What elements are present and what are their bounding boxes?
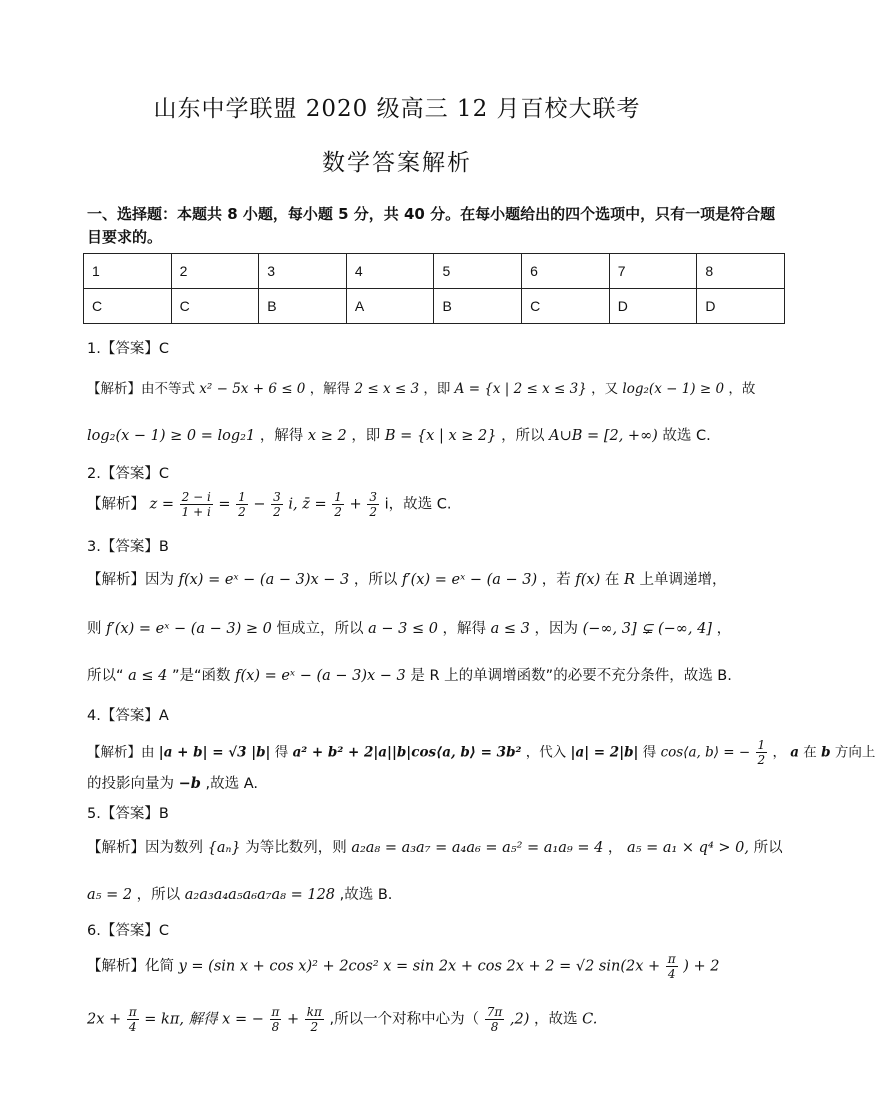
q3-line-2: [87, 617, 787, 638]
q3-line-3: [87, 664, 787, 685]
denominator: 2: [238, 505, 246, 519]
table-cell: C: [171, 289, 259, 324]
fraction: [270, 1005, 282, 1034]
formula: f(x) = eˣ − (a − 3)x − 3: [235, 668, 406, 684]
text: ，若: [541, 572, 571, 588]
text: 在: [803, 744, 817, 761]
text: ，解得: [309, 381, 351, 397]
formula: ) + 2: [683, 958, 720, 975]
table-cell: D: [697, 289, 785, 324]
formula: +: [349, 496, 362, 513]
text: 恒成立，所以: [276, 621, 364, 637]
denominator: 8: [490, 1020, 499, 1034]
text: ,所以一个对称中心为（: [329, 1011, 480, 1028]
formula: A∪B = [2, +∞): [549, 428, 658, 444]
text: 所以: [753, 840, 783, 856]
numerator: 1: [238, 490, 246, 504]
text: ，: [607, 840, 623, 856]
text: 是 R 上的单调增函数”的必要不充分条件，故选 B.: [410, 668, 732, 684]
text: 【解析】: [87, 496, 145, 513]
q4-line-2: [87, 772, 787, 793]
q1-line-2: [87, 424, 787, 445]
table-cell: 3: [259, 254, 347, 289]
formula: f′(x) = eˣ − (a − 3): [401, 572, 538, 588]
numerator: 2 − i: [181, 490, 211, 504]
q1-line-1: [87, 377, 787, 397]
q2-answer-heading: 2.【答案】C: [87, 466, 169, 482]
text: 【解析】化简: [87, 958, 174, 975]
text: ，所以: [136, 887, 181, 903]
formula: −: [253, 496, 266, 513]
fraction: [305, 1005, 324, 1034]
q5-answer-heading: 5.【答案】B: [87, 806, 169, 822]
table-cell: 1: [84, 254, 172, 289]
formula: log₂(x − 1) ≥ 0: [622, 381, 725, 397]
fraction: [367, 490, 379, 519]
formula: log₂(x − 1) ≥ 0 = log₂1: [87, 428, 256, 444]
formula: B = {x | x ≥ 2}: [384, 428, 497, 444]
formula: f(x) = eˣ − (a − 3)x − 3: [178, 572, 350, 588]
formula: a₂a₃a₄a₅a₆a₇a₈ = 128: [184, 887, 336, 903]
fraction: [236, 490, 248, 519]
text: ,故选 B.: [339, 887, 393, 903]
text: 故选 C.: [662, 428, 711, 444]
formula: a ≤ 3: [490, 621, 530, 637]
denominator: 2: [369, 505, 377, 519]
section-heading: 一、选择题：本题共 8 小题，每小题 5 分，共 40 分。在每小题给出的四个选项中，只有一项是符合题目要求的。: [87, 205, 776, 246]
text: ，解得: [442, 621, 487, 637]
formula: |a + b| = √3 |b|: [158, 744, 271, 761]
formula: 2x +: [87, 1011, 122, 1028]
numerator: kπ: [306, 1005, 322, 1019]
denominator: 8: [271, 1020, 280, 1034]
formula: i, z̄ =: [288, 496, 327, 513]
formula: x² − 5x + 6 ≤ 0: [199, 381, 306, 397]
text: ，: [716, 621, 732, 637]
table-cell: 2: [171, 254, 259, 289]
formula: (−∞, 3] ⊊ (−∞, 4]: [582, 621, 712, 637]
q6-line-2: [87, 1005, 787, 1034]
q5-line-1: [87, 836, 787, 857]
text: ，代入: [525, 744, 567, 761]
formula: +: [287, 1011, 300, 1028]
text: 在: [604, 572, 620, 588]
numerator: 3: [369, 490, 377, 504]
fraction: [756, 738, 768, 767]
text: ，即: [351, 428, 381, 444]
formula: b: [821, 744, 831, 761]
q6-answer-heading: 6.【答案】C: [87, 923, 169, 939]
text: 【解析】由: [87, 744, 155, 761]
formula: R: [623, 572, 635, 588]
fraction: [180, 490, 213, 519]
q3-answer-heading: 3.【答案】B: [87, 539, 169, 555]
formula: A = {x | 2 ≤ x ≤ 3}: [454, 381, 587, 397]
formula: |a| = 2|b|: [570, 744, 639, 761]
formula: a − 3 ≤ 0: [368, 621, 438, 637]
text: 【解析】由不等式: [87, 381, 195, 397]
numerator: π: [271, 1005, 280, 1019]
fraction: [127, 1005, 139, 1034]
denominator: 1 + i: [181, 505, 211, 519]
formula: a² + b² + 2|a||b|cos⟨a, b⟩ = 3b²: [292, 744, 522, 761]
table-cell: D: [609, 289, 697, 324]
text: 得: [642, 744, 657, 761]
formula: z =: [149, 496, 175, 513]
text: ，: [772, 744, 786, 761]
text: ，因为: [534, 621, 579, 637]
formula: = kπ, 解得 x = −: [144, 1011, 264, 1028]
formula: f(x): [575, 572, 601, 588]
q1-answer-heading: 1.【答案】C: [87, 341, 169, 357]
text: 得: [274, 744, 289, 761]
q2-line-1: [87, 490, 787, 519]
denominator: 4: [667, 967, 676, 981]
denominator: 4: [128, 1020, 137, 1034]
table-cell: 6: [522, 254, 610, 289]
q5-line-2: [87, 883, 787, 904]
fraction: [271, 490, 283, 519]
denominator: 2: [757, 753, 766, 767]
table-row-numbers: [84, 254, 785, 289]
table-cell: A: [346, 289, 434, 324]
table-cell: C: [84, 289, 172, 324]
table-cell: 8: [697, 254, 785, 289]
text: 上单调递增，: [639, 572, 727, 588]
text: ，解得: [259, 428, 304, 444]
fraction: [485, 1005, 505, 1034]
text: ，故: [728, 381, 756, 397]
answer-table: [83, 253, 785, 324]
text: 【解析】因为: [87, 572, 174, 588]
table-cell: C: [522, 289, 610, 324]
text: 所以“: [87, 668, 124, 684]
formula: 2 ≤ x ≤ 3: [354, 381, 420, 397]
numerator: π: [667, 952, 676, 966]
formula: a₅ = 2: [87, 887, 133, 903]
denominator: 2: [310, 1020, 319, 1034]
formula: a₂a₈ = a₃a₇ = a₄a₆ = a₅² = a₁a₉ = 4: [351, 840, 604, 856]
text: ，又: [591, 381, 619, 397]
text: 则: [87, 621, 102, 637]
formula: f′(x) = eˣ − (a − 3) ≥ 0: [106, 621, 272, 637]
fraction: [332, 490, 344, 519]
table-cell: B: [434, 289, 522, 324]
formula: x ≥ 2: [307, 428, 347, 444]
formula: a ≤ 4: [128, 668, 168, 684]
text: 的投影向量为: [87, 776, 174, 792]
denominator: 2: [334, 505, 342, 519]
text: 【解析】因为数列: [87, 840, 203, 856]
formula: a₅ = a₁ × q⁴ > 0,: [627, 840, 749, 856]
text: ，所以: [353, 572, 398, 588]
page-title: 山东中学联盟 2020 级高三 12 月百校大联考: [153, 96, 641, 122]
text: ，即: [423, 381, 451, 397]
text: ，故选: [534, 1011, 578, 1028]
table-row-answers: [84, 289, 785, 324]
formula: cos⟨a, b⟩ = −: [660, 744, 751, 761]
table-cell: 4: [346, 254, 434, 289]
numerator: 7π: [486, 1005, 503, 1019]
q4-answer-heading: 4.【答案】A: [87, 708, 169, 724]
numerator: π: [128, 1005, 137, 1019]
numerator: 1: [334, 490, 342, 504]
numerator: 1: [757, 738, 766, 752]
text: 方向上: [834, 744, 875, 761]
formula: {aₙ}: [207, 840, 241, 856]
formula: ,2): [509, 1011, 530, 1028]
numerator: 3: [273, 490, 281, 504]
text: ，所以: [501, 428, 545, 444]
table-cell: 5: [434, 254, 522, 289]
formula: a: [790, 744, 799, 761]
q6-line-1: [87, 952, 787, 981]
q3-line-1: [87, 568, 787, 589]
fraction: [666, 952, 678, 981]
table-cell: 7: [609, 254, 697, 289]
formula: C.: [582, 1011, 598, 1028]
text: ,故选 A.: [205, 776, 259, 792]
denominator: 2: [273, 505, 281, 519]
text: i，故选 C.: [384, 496, 452, 513]
text: ”是“函数: [171, 668, 231, 684]
page-subtitle: 数学答案解析: [322, 150, 472, 176]
formula: =: [218, 496, 231, 513]
formula: −b: [178, 775, 201, 792]
q4-line-1: [87, 738, 875, 767]
formula: y = (sin x + cos x)² + 2cos² x = sin 2x + cos 2x + 2 = √2 sin(2x +: [178, 958, 661, 975]
table-cell: B: [259, 289, 347, 324]
text: 为等比数列，则: [245, 840, 347, 856]
